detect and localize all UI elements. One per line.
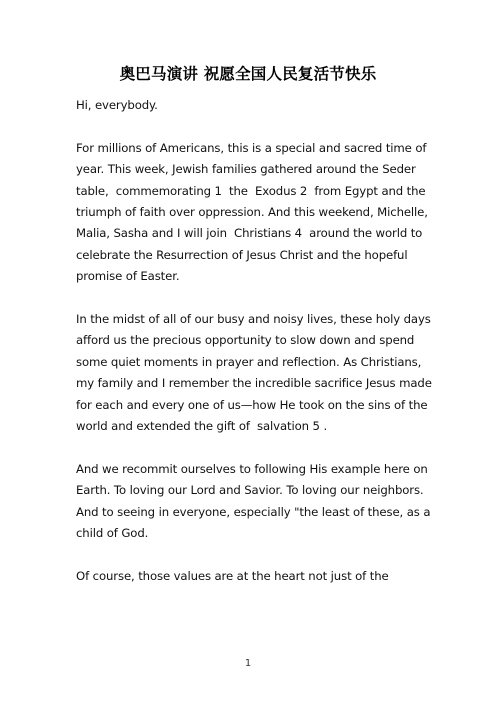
text-line: In the midst of all of our busy and noisy lives, these holy days bbox=[76, 312, 431, 327]
text-line: my family and I remember the incredible sacrifice Jesus made bbox=[76, 376, 432, 391]
document-title: 奥巴马演讲 祝愿全国人民复活节快乐 bbox=[119, 65, 377, 83]
text-line: And to seeing in everyone, especially "the least of these, as a bbox=[76, 504, 431, 519]
paragraph-gap bbox=[76, 116, 426, 137]
text-line: afford us the precious opportunity to slow down and spend bbox=[76, 333, 415, 348]
text-line: For millions of Americans, this is a special and sacred time of bbox=[76, 140, 427, 155]
paragraph-gap bbox=[76, 544, 426, 565]
text-line: celebrate the Resurrection of Jesus Christ and the hopeful bbox=[76, 247, 408, 262]
page-number: 1 bbox=[244, 658, 252, 669]
paragraph-recommit bbox=[76, 459, 431, 545]
paragraph-sacred-time bbox=[76, 138, 426, 288]
text-line: promise of Easter. bbox=[76, 269, 180, 284]
text-line: And we recommit ourselves to following His example here on bbox=[76, 461, 428, 476]
text-line: child of God. bbox=[76, 526, 149, 541]
paragraph-holy-days bbox=[76, 309, 432, 437]
text-line: triumph of faith over oppression. And this weekend, Michelle, bbox=[76, 205, 428, 220]
paragraph-gap bbox=[76, 288, 426, 309]
text-line: table, commemorating 1 the Exodus 2 from Egypt and the bbox=[76, 183, 426, 198]
text-line: year. This week, Jewish families gathered around the Seder bbox=[76, 162, 416, 177]
text-line: Earth. To loving our Lord and Savior. To loving our neighbors. bbox=[76, 483, 424, 498]
paragraph-values bbox=[76, 566, 426, 587]
document-body bbox=[76, 95, 432, 587]
paragraph-greeting bbox=[76, 95, 426, 116]
text-line: Malia, Sasha and I will join Christians 4 around the world to bbox=[76, 226, 423, 241]
paragraph-gap bbox=[76, 437, 426, 458]
text-line: world and extended the gift of salvation 5 . bbox=[76, 419, 328, 434]
text-line: Hi, everybody. bbox=[76, 98, 158, 112]
text-line: for each and every one of us—how He took on the sins of the bbox=[76, 397, 428, 412]
text-line: some quiet moments in prayer and reflection. As Christians, bbox=[76, 354, 422, 369]
text-line: Of course, those values are at the heart not just of the bbox=[76, 568, 389, 583]
